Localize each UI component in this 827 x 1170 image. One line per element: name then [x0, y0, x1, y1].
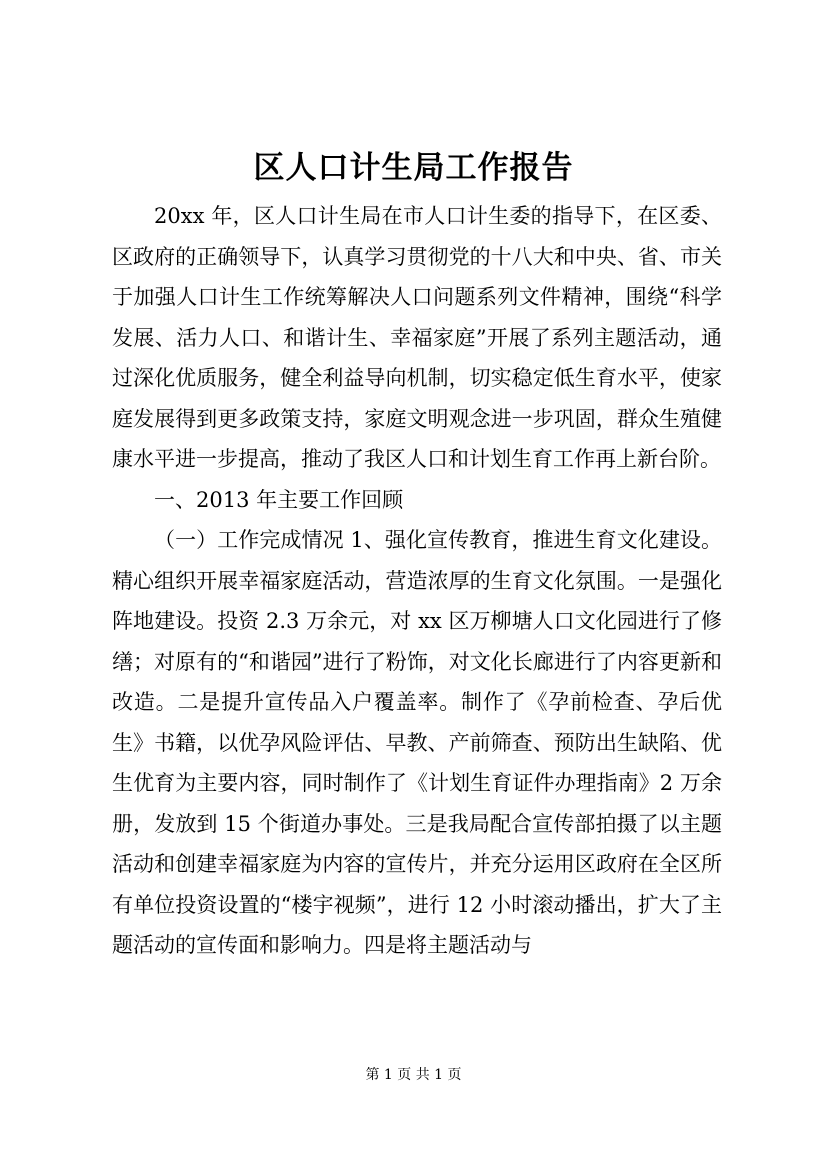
- document-body: [112, 196, 722, 966]
- intro-paragraph: 20xx 年，区人口计生局在市人口计生委的指导下，在区委、区政府的正确领导下，认真学习贯彻党的十八大和中央、省、市关于加强人口计生工作统筹解决人口问题系列文件精神，围绕“科学发展、活力人口、和谐计生、幸福家庭”开展了系列主题活动，通过深化优质服务，健全利益导向机制，切实稳定低生育水平，使家庭发展得到更多政策支持，家庭文明观念进一步巩固，群众生殖健康水平进一步提高，推动了我区人口和计划生育工作再上新台阶。: [112, 204, 722, 471]
- document-title: 区人口计生局工作报告: [253, 150, 574, 186]
- work-completion-paragraph: （一）工作完成情况 1、强化宣传教育，推进生育文化建设。精心组织开展幸福家庭活动，营造浓厚的生育文化氛围。一是强化阵地建设。投资 2.3 万余元，对 xx 区万柳塘人口文化园进行了修缮；对原有的“和谐园”进行了粉饰，对文化长廊进行了内容更新和改造。二是提升宣传品入户覆盖率。制作了《孕前检查、孕后优生》书籍，以优孕风险评估、早教、产前筛查、预防出生缺陷、优生优育为主要内容，同时制作了《计划生育证件办理指南》2 万余册，发放到 15 个街道办事处。三是我局配合宣传部拍摄了以主题活动和创建幸福家庭为内容的宣传片，并充分运用区政府在全区所有单位投资设置的“楼宇视频”，进行 12 小时滚动播出，扩大了主题活动的宣传面和影响力。四是将主题活动与: [112, 528, 722, 957]
- section-heading: 一、2013 年主要工作回顾: [154, 487, 404, 512]
- page-footer: 第 1 页 共 1 页: [365, 1067, 462, 1083]
